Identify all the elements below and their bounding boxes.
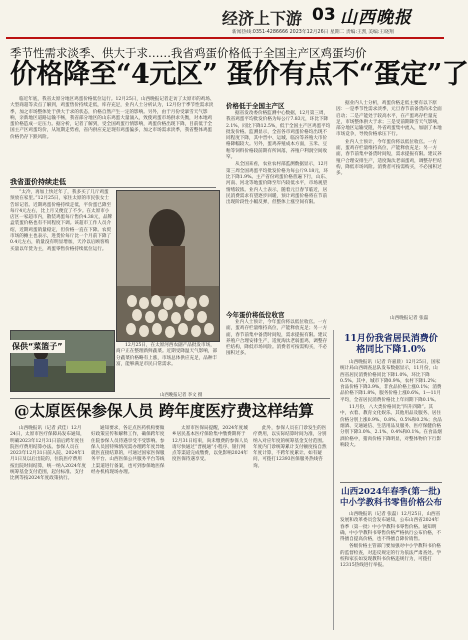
cpi-text: 山西晚报讯（记者 许嘉晨）12月25日，国家统计局山西调查总队发布数据显示，11月份，山西省居民消费价格同比下降1.0%，环比下降0.5%。其中，城市下降0.9%，农村下降1.2%；食品价格下降3.9%，非食品价格上涨0.1%；消费品价格下降1.8%，服务价格上涨0.6%。1—11月平均，全省居民消费价格比上年同期下降0.1%。 (340, 360, 442, 403)
cpi-rule (340, 482, 442, 483)
section2-body (226, 111, 331, 306)
section1-text2: 据业内人士分析，鸡蛋价格走低主要有以下原因：一是季节性需求淡季，元旦春节前备货尚未全面启动；二是产能处于较高水平，在产蛋鸡存栏量充足，市场整体供大于求；三是受前期降雪天气影响，部分地区运输受阻，外省鸡蛋集中流入，加剧了本地市场竞争，导致价格承压下行。 (336, 101, 442, 138)
photo-caption-title: 保供“菜篮子” (12, 342, 63, 351)
spring-headline: 山西2024年春季(第一批)中小学教科书零售价格公布 (340, 487, 443, 508)
photo-caption-credit: 山西晚报记者 李文 摄 (160, 393, 203, 398)
spring-body (340, 512, 442, 630)
page-header (0, 0, 450, 42)
insurance-text2: 通知要求，各定点医药机构要做好政策宣传和解释工作，确保跨年度住院参保人员待遇享受不受影响。参保人员因特殊情况需办理跨年度异地就医直接结算的，可通过国家医保服务平台、山西医保公共服务平台等线上渠道进行备案，也可到参保地医保经办机构现场办理。 (91, 426, 165, 476)
lead-right-column (336, 101, 442, 311)
section2-text2: 从全国来看，农业农村部监测数据显示，12月第三周全国鸡蛋平均批发价格为每公斤9.18元，环比下降1.9%。主产省份鸡蛋价格普遍下行，山东、河南、河北等地蛋价降至年内较低水平，市场观望情绪较浓。业内人士表示，随着元旦春节临近，居民消费需求有望逐步回暖，预计鸡蛋价格将在节前出现阶段性小幅反弹，但整体上涨空间有限。 (226, 162, 330, 206)
lead-author: 山西晚报记者 张磊 (390, 316, 429, 321)
insurance-col4 (253, 426, 329, 632)
insurance-col2 (91, 426, 167, 632)
photo-caption-text: 12月25日，在太原河西农副产品批发市场，商户正在整理新鲜蔬菜。近期受降温天气影响，部分蔬菜价格略有上涨，市场总体供应充足，品种丰富，能够满足市民日常需求。 (116, 343, 218, 367)
section1-rule (10, 187, 216, 188)
section3-body (226, 320, 331, 357)
section2-title: 价格低于全国主产区 (226, 102, 285, 110)
spring-text2: 各级价格主管部门要加强对中小学教科书价格的监督检查，对违反规定的行为依法严肃查处。学校和家长如发现教科书价格违规行为，可拨打12315热线进行举报。 (340, 544, 442, 569)
column-divider (333, 330, 334, 630)
header-info: 新闻热线:0351-4286666 2023年12月26日 星期二 责编:王凯 美编:王晓翔 (232, 30, 394, 35)
egg-photo (116, 190, 220, 342)
section1-title: 我省蛋价持续走低 (10, 178, 66, 186)
brand-logo (340, 3, 440, 28)
insurance-text: 山西晚报讯（记者 武佳）12月24日，太原市医疗保障局发布通知，明确2023年12月31日前后跨年度住院医疗费用结算办法。参保人员在2023年12月31日前入院、2024年1月1日及以后出院的，住院医疗费用按出院时间结算，统一纳入2024年度统筹基金支付范围，起付标准、支付比例等按2024年度政策执行。 (10, 426, 87, 482)
lead-headline: 价格降至“4元区” 蛋价有点不“蛋定”了 (10, 59, 468, 90)
cpi-headline: 11月份我省居民消费价格同比下降1.0% (344, 334, 438, 355)
section3-title: 今年蛋价将低位收官 (226, 311, 285, 319)
header-divider (6, 37, 444, 39)
lead-intro-text: 临近年底，我省太原分地区鸡蛋价格低位运行。12月25日，山西晚报记者走访了太原市的鸡场、大型商超等卖点了解到，鸡蛋售价持续走低，库存充足，业内人士分析认为，12月份于季节性需求淡季，加之市场整体处于供大于求的状态，价格自然产生一定的影响。另外，由于月份受暴雪天气影响，亲新地区道路运输不畅，我省部分地区的山东鸡蛋大量涌入，致使鸡蛋市场供求失衡，对本地鸡蛋价格造成一定压力。据分析，记者了解到，受全国鸡蛋行情影响，鸡蛋价格出现下降，目前低于全国主产区鸡蛋均价，从短期走势看，省内供应充足现有鸡蛋偏多，加之市场需求淡季，我省整体鸡蛋价格仍存下跌风险。 (10, 97, 215, 140)
section1-text: “太冷，再加上快过年了，我多买了几斤鸡蛋预放在家里。”12月25日，家住太原的市民张女士告诉记者。近期鸡蛋价格持续走低，平价蛋已降至每斤4元左右，比上月又便宜了不少。在太原市小店区一家超市内，散装鸡蛋每斤售价4.38元，品牌盒装蛋价格也有不同程度下调。该超市工作人员介绍，近期鸡蛋销量稳定，但价格一直在下降。农贸市场的摊主也表示，进货价每斤比一个月前下降了0.4元左右，销量没有明显增加，天冷以后顾客购买量以年货为主，鸡蛋零售价格持续低位运行。 (10, 190, 113, 252)
spring-text: 山西晚报讯（记者 张磊）12月25日，山西省发展和改革委员会发布通知，公布山西省2024年春季（第一批）中小学教科书零售价格。通知明确，中小学教科书零售价格严格执行公布价格，不得擅自提高价格，也不得擅自降价销售。 (340, 512, 442, 543)
insurance-col3 (172, 426, 248, 632)
photo-caption (116, 343, 218, 395)
section-name: 经济上下游 (222, 9, 303, 28)
section3-text-right: 业内人士预计，今年蛋价将以低位收官。一方面，蛋鸡存栏量维持高位，产能释放充足；另一方面，春节前集中备货时间短，需求提振有限。建议养殖户合理安排生产，适度淘汰老弱蛋鸡，调整存栏结构，降低市场风险。消费者可按需购买，不必囤积过多。 (336, 139, 442, 177)
section2-text: 据省发改委价格监测中心数据，12月第三周，我省鸡蛋平均批发价格为每公斤7.83元，环比下降2.1%，同比下降12.5%，低于全国主产区鸡蛋平均批发价格。监测显示，全省各市鸡蛋价格均出现不同程度下降，其中晋中、运城、临汾等养殖大市价格降幅较大。另外，蛋鸡养殖成本方面，玉米、豆粕等饲料价格较前期有所回落，养殖户利润空间收窄。 (226, 111, 331, 161)
egg-photo-illustration (117, 191, 219, 341)
page-number: 03 (312, 5, 336, 25)
brand-name: 山西晚报 (340, 8, 412, 28)
cpi-body (340, 360, 442, 480)
lead-intro (10, 97, 216, 169)
insurance-col1 (10, 426, 86, 632)
cpi-text2: 11月份，八大类价格同比“四升四降”。其中，衣着、教育文化娱乐、其他用品及服务、居住价格分别上涨0.9%、0.8%、0.5%和0.2%；食品烟酒、交通通信、生活用品及服务、医疗保健价格分别下降3.0%、2.1%、0.4%和0.1%。在食品烟酒价格中，猪肉价格下降明显，对整体物价下行影响较大。 (340, 405, 442, 448)
insurance-top-rule (10, 398, 330, 399)
lead-kicker: 季节性需求淡季、供大于求……我省鸡蛋价格低于全国主产区鸡蛋均价 (10, 46, 367, 60)
insurance-headline: @太原医保参保人员 跨年度医疗费这样结算 (14, 401, 314, 420)
section1-body (10, 190, 113, 326)
section3-text: 业内人士预计，今年蛋价将以低位收官。一方面，蛋鸡存栏量维持高位，产能释放充足；另一方面，春节前集中备货时间短，需求提振有限。建议养殖户合理安排生产，适度淘汰老弱蛋鸡，调整存栏结构，降低市场风险。消费者可按需购买，不必囤积过多。 (226, 320, 328, 357)
insurance-text4: 此外，参保人员在门诊发生的医疗费用，以实际结算时间为准，分别纳入对应年度的统筹基金支付范围。年度内门诊统筹累计支付额度按自然年度计算，不跨年度累计。如有疑问，可拨打12393医保服务热线咨询。 (253, 426, 327, 469)
insurance-text3: 太原市医保局提醒，2024年度城乡居民基本医疗保险集中缴费期将于12月31日结束，尚未缴费的参保人员请尽快通过“晋税通”小程序、银行网点等渠道完成缴费，以免影响2024年度医保待遇享受。 (172, 426, 249, 463)
